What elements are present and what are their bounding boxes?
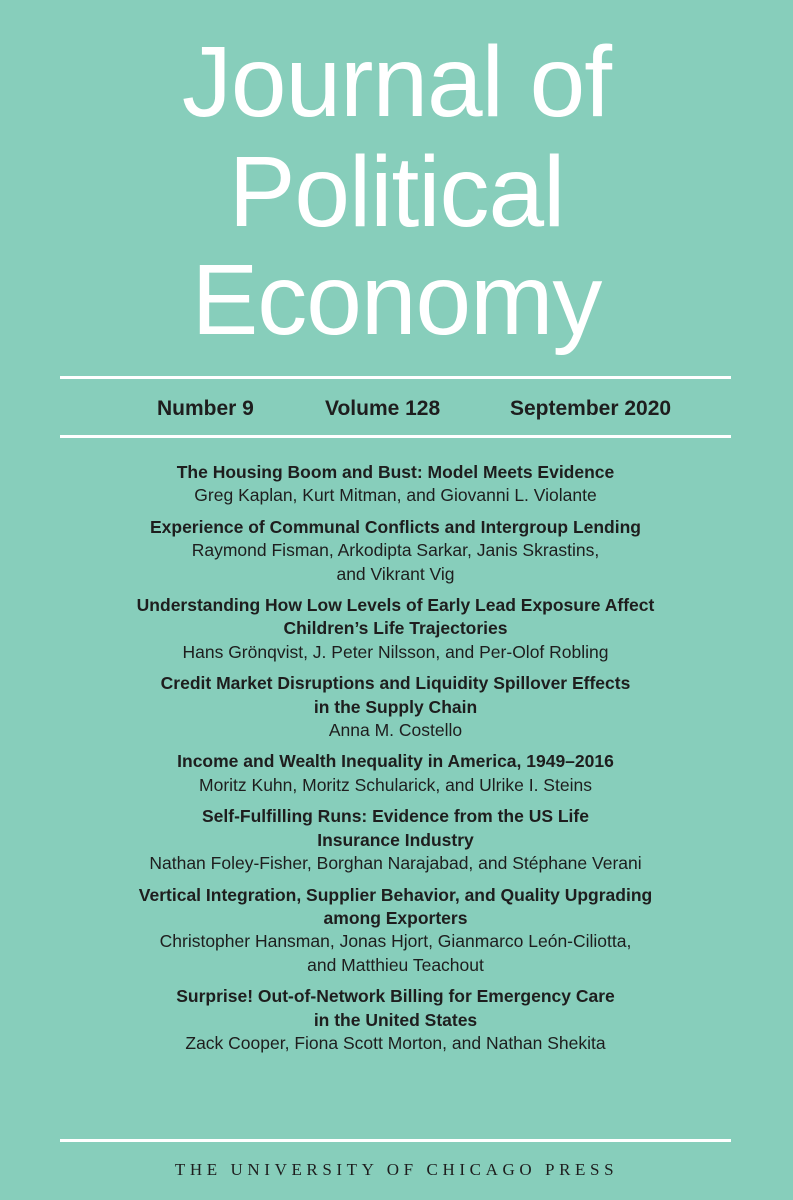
article-authors-line: Anna M. Costello (328, 720, 463, 741)
article-title-line: Credit Market Disruptions and Liquidity Spillover Effects (160, 673, 631, 694)
article-title-line: in the United States (313, 1009, 478, 1030)
journal-title-line-1: Journal of (181, 26, 612, 138)
article-authors-line: and Vikrant Vig (336, 563, 455, 584)
article-title-line: Surprise! Out-of-Network Billing for Emergency Care (176, 986, 615, 1007)
toc-article (60, 672, 731, 742)
article-authors-line: Nathan Foley-Fisher, Borghan Narajabad, and Stéphane Verani (149, 853, 642, 874)
article-title-line: Income and Wealth Inequality in America, 1949–2016 (177, 751, 614, 772)
article-title-line: Insurance Industry (317, 829, 474, 850)
article-title-line: Vertical Integration, Supplier Behavior, and Quality Upgrading (138, 884, 653, 905)
article-title-line: in the Supply Chain (313, 696, 478, 717)
article-authors-line: Zack Cooper, Fiona Scott Morton, and Nathan Shekita (185, 1032, 606, 1053)
article-title-line: among Exporters (323, 907, 468, 928)
article-authors-line: Moritz Kuhn, Moritz Schularick, and Ulrike I. Steins (199, 774, 592, 795)
toc-article (60, 750, 731, 797)
toc-article (60, 461, 731, 508)
toc-article (60, 985, 731, 1055)
article-title-line: Experience of Communal Conflicts and Intergroup Lending (149, 516, 641, 537)
journal-title-line-2: Political (228, 136, 565, 248)
toc-article (60, 594, 731, 664)
article-title-line: The Housing Boom and Bust: Model Meets Evidence (176, 462, 615, 482)
article-authors-line: Hans Grönqvist, J. Peter Nilsson, and Per-Olof Robling (182, 641, 609, 662)
toc-article (60, 516, 731, 586)
article-authors-line: Christopher Hansman, Jonas Hjort, Gianmarco León-Ciliotta, (159, 931, 632, 952)
bottom-divider (60, 1139, 731, 1142)
table-of-contents (60, 461, 731, 1063)
toc-article (60, 884, 731, 978)
top-divider (60, 376, 731, 379)
toc-article (60, 805, 731, 875)
issue-divider (60, 435, 731, 438)
issue-volume: Volume 128 (325, 397, 441, 420)
publisher-name: THE UNIVERSITY OF CHICAGO PRESS (174, 1160, 619, 1179)
issue-date: September 2020 (510, 397, 672, 420)
article-authors-line: Raymond Fisman, Arkodipta Sarkar, Janis Skrastins, (191, 540, 600, 561)
article-authors-line: Greg Kaplan, Kurt Mitman, and Giovanni L. Violante (194, 485, 597, 506)
journal-title-line-3: Economy (191, 244, 602, 356)
article-authors-line: and Matthieu Teachout (307, 954, 484, 975)
article-title-line: Understanding How Low Levels of Early Lead Exposure Affect (136, 595, 655, 616)
issue-number: Number 9 (157, 397, 254, 420)
article-title-line: Self-Fulfilling Runs: Evidence from the US Life (202, 806, 589, 827)
article-title-line: Children’s Life Trajectories (283, 618, 508, 639)
